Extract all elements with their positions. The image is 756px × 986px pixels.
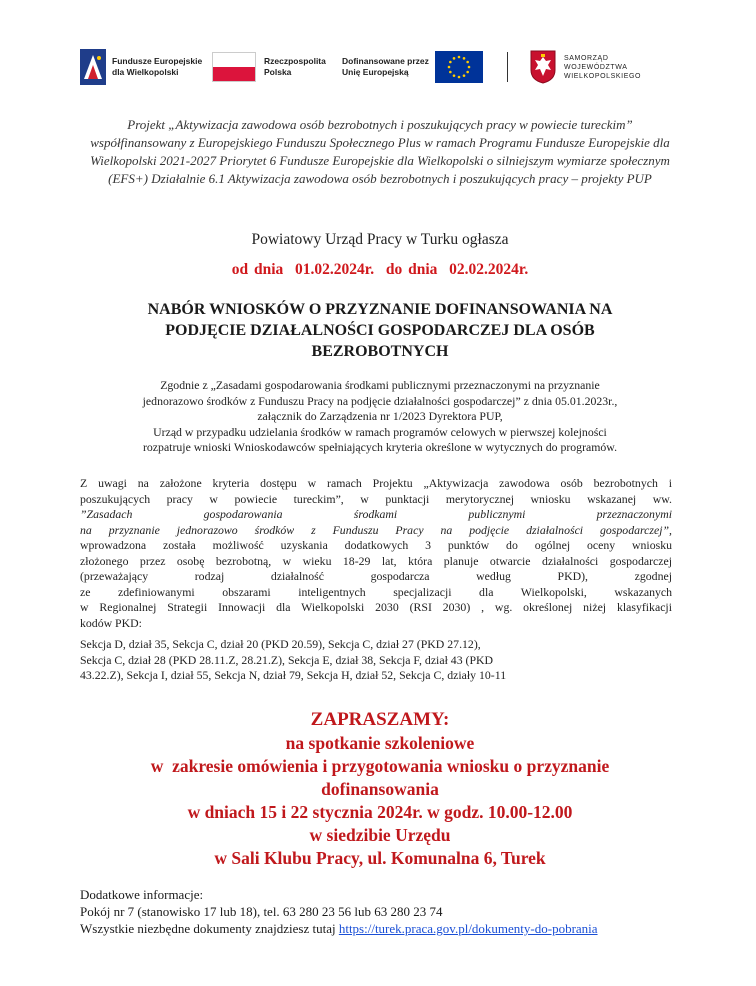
eu-star xyxy=(449,61,452,64)
eu-star xyxy=(466,61,469,64)
intro-line4: Urząd w przypadku udzielania środków w ramach programów celowych w pierwszej kolejności xyxy=(153,424,607,439)
criteria-line: złożonego przez osobę bezrobotną, w wieku 18-29 lat, która planuje otwarcie działalności gospodarczej xyxy=(80,553,672,568)
eu-funding-logo xyxy=(342,44,483,90)
contact-heading: Dodatkowe informacje: xyxy=(80,887,204,902)
invitation-block xyxy=(80,708,680,870)
intro-line5: rozpatruje wnioski Wnioskodawców spełniających kryteria określone w wytycznych do programów. xyxy=(142,440,618,454)
logo-divider xyxy=(507,52,508,82)
fe-logo-line1: Fundusze Europejskie xyxy=(112,56,203,66)
eu-star xyxy=(453,74,456,77)
wielkopolska-eagle-crest-icon xyxy=(530,50,556,84)
invitation-line6: w Sali Klubu Pracy, ul. Komunalna 6, Turek xyxy=(214,848,546,868)
pkd-line1: Sekcja D, dział 35, Sekcja C, dział 20 (PKD 20.59), Sekcja C, dział 27 (PKD 27.12), xyxy=(80,637,481,651)
eu-star xyxy=(449,71,452,74)
project-description: Projekt „Aktywizacja zawodowa osób bezrobotnych i poszukujących pracy w powiecie tureckim” współfinansowany z Europejskiego Funduszu Społecznego Plus w ramach Programu Fundusze Europejskie dla Wielkopolski 2021-2027 Priorytet 6 Fundusze Europejskie dla Wielkopolski o silniejszym wymiarze społecznym (EFS+) Działalnie 6.1 Aktywizacja zawodowa osób bezrobotnych i poszukujących pracy – projekty PUP xyxy=(90,117,670,186)
sw-logo-line3: WIELKOPOLSKIEGO xyxy=(564,72,642,80)
criteria-line: ze zdefiniowanymi obszarami inteligentnych specjalizacji dla Wielkopolski, wskazanych xyxy=(80,584,672,599)
criteria-line: (przeważający rodzaj działalność gospodarcza według PKD), zgodnej xyxy=(80,569,672,583)
criteria-line: Z uwagi na założone kryteria dostępu w ramach Projektu „Aktywizacja zawodowa osób bezrobotnych i xyxy=(80,476,672,490)
eu-star xyxy=(463,74,466,77)
main-title-line3: BEZROBOTNYCH xyxy=(311,343,449,360)
pkd-line3: 43.22.Z), Sekcja I, dział 55, Sekcja N, dział 79, Sekcja H, dział 52, Sekcja C, działy 10-11 xyxy=(80,668,507,682)
fundusze-europejskie-logo xyxy=(80,44,202,90)
invitation-headline: ZAPRASZAMY: xyxy=(310,709,450,730)
rzeczpospolita-polska-logo xyxy=(212,44,326,90)
criteria-line: wprowadzona została możliwość uzyskania dodatkowych 3 punktów do ogólnej oceny wniosku xyxy=(80,538,672,552)
eu-flag-icon xyxy=(435,51,483,83)
criteria-line: na przyznanie jednorazowo środków z Funduszu Pracy na podjęcie działalności gospodarczej”, xyxy=(80,522,672,537)
intro-paragraph xyxy=(80,378,680,456)
sw-logo-line2: WOJEWÓDZTWA xyxy=(564,63,628,71)
poland-flag-icon xyxy=(212,52,256,82)
contact-docs xyxy=(80,920,680,937)
intro-line1: Zgodnie z „Zasadami gospodarowania środkami publicznymi przeznaczonymi na przyznanie xyxy=(160,378,600,392)
main-title-line2: PODJĘCIE DZIAŁALNOŚCI GOSPODARCZEJ DLA OSÓB xyxy=(165,322,595,339)
eu-star xyxy=(448,66,451,69)
criteria-line: w Regionalnej Strategii Innowacji dla Wielkopolski 2030 (RSI 2030) , wg. określonej niżej klasyfikacji xyxy=(80,600,672,614)
main-title xyxy=(80,299,680,362)
invitation-line2: w zakresie omówienia i przygotowania wniosku o przyznanie xyxy=(150,756,610,776)
rp-logo-line1: Rzeczpospolita xyxy=(264,56,326,66)
eu-logo-line1: Dofinansowane przez xyxy=(342,56,429,66)
eu-logo-line2: Unię Europejską xyxy=(342,67,409,77)
documents-link[interactable]: https://turek.praca.gov.pl/dokumenty-do-pobrania xyxy=(338,921,598,936)
sw-logo-line1: SAMORZĄD xyxy=(564,54,609,62)
intro-line3: załącznik do Zarządzenia nr 1/2023 Dyrektora PUP, xyxy=(257,409,503,423)
intro-line2: jednorazowo środków z Funduszu Pracy na podjęcie działalności gospodarczej” z dnia 05.01.2023r., xyxy=(142,393,618,408)
contact-info xyxy=(80,886,680,937)
criteria-line: poszukujących pracy w powiecie tureckim”, w punktacji merytorycznej wniosku wskazanej ww. xyxy=(80,491,672,506)
main-title-line1: NABÓR WNIOSKÓW O PRZYZNANIE DOFINANSOWANIA NA xyxy=(147,301,613,318)
pkd-line2: Sekcja C, dział 28 (PKD 28.11.Z, 28.21.Z), Sekcja E, dział 38, Sekcja F, dział 43 (PKD xyxy=(80,652,494,667)
eu-star xyxy=(466,71,469,74)
eu-star xyxy=(468,66,471,69)
fe-logo-line2: dla Wielkopolski xyxy=(112,67,179,77)
announcement-text: Powiatowy Urząd Pracy w Turku ogłasza xyxy=(251,231,509,248)
rp-logo-line2: Polska xyxy=(264,67,292,77)
criteria-line: ”Zasadach gospodarowania środkami publicznymi przeznaczonymi xyxy=(80,507,672,521)
fundusze-europejskie-icon xyxy=(80,49,106,85)
contact-room: Pokój nr 7 (stanowisko 17 lub 18), tel. 63 280 23 56 lub 63 280 23 74 xyxy=(80,904,443,919)
criteria-line: kodów PKD: xyxy=(80,615,142,630)
invitation-line5: w siedzibie Urzędu xyxy=(309,825,451,845)
logo-strip xyxy=(80,44,680,90)
invitation-line4: w dniach 15 i 22 stycznia 2024r. w godz. 10.00-12.00 xyxy=(187,802,573,822)
invitation-line1: na spotkanie szkoleniowe xyxy=(285,733,475,753)
date-range: od dnia 01.02.2024r. do dnia 02.02.2024r. xyxy=(231,261,529,278)
eu-star xyxy=(458,76,461,79)
invitation-line3: dofinansowania xyxy=(321,779,439,799)
eu-star xyxy=(463,57,466,60)
contact-docs-text: Wszystkie niezbędne dokumenty znajdziesz tutaj xyxy=(80,921,336,936)
samorzad-wojewodztwa-logo xyxy=(530,44,641,90)
pkd-codes xyxy=(80,637,672,684)
eu-star xyxy=(453,57,456,60)
eu-star xyxy=(458,56,461,59)
criteria-paragraph xyxy=(80,476,672,631)
